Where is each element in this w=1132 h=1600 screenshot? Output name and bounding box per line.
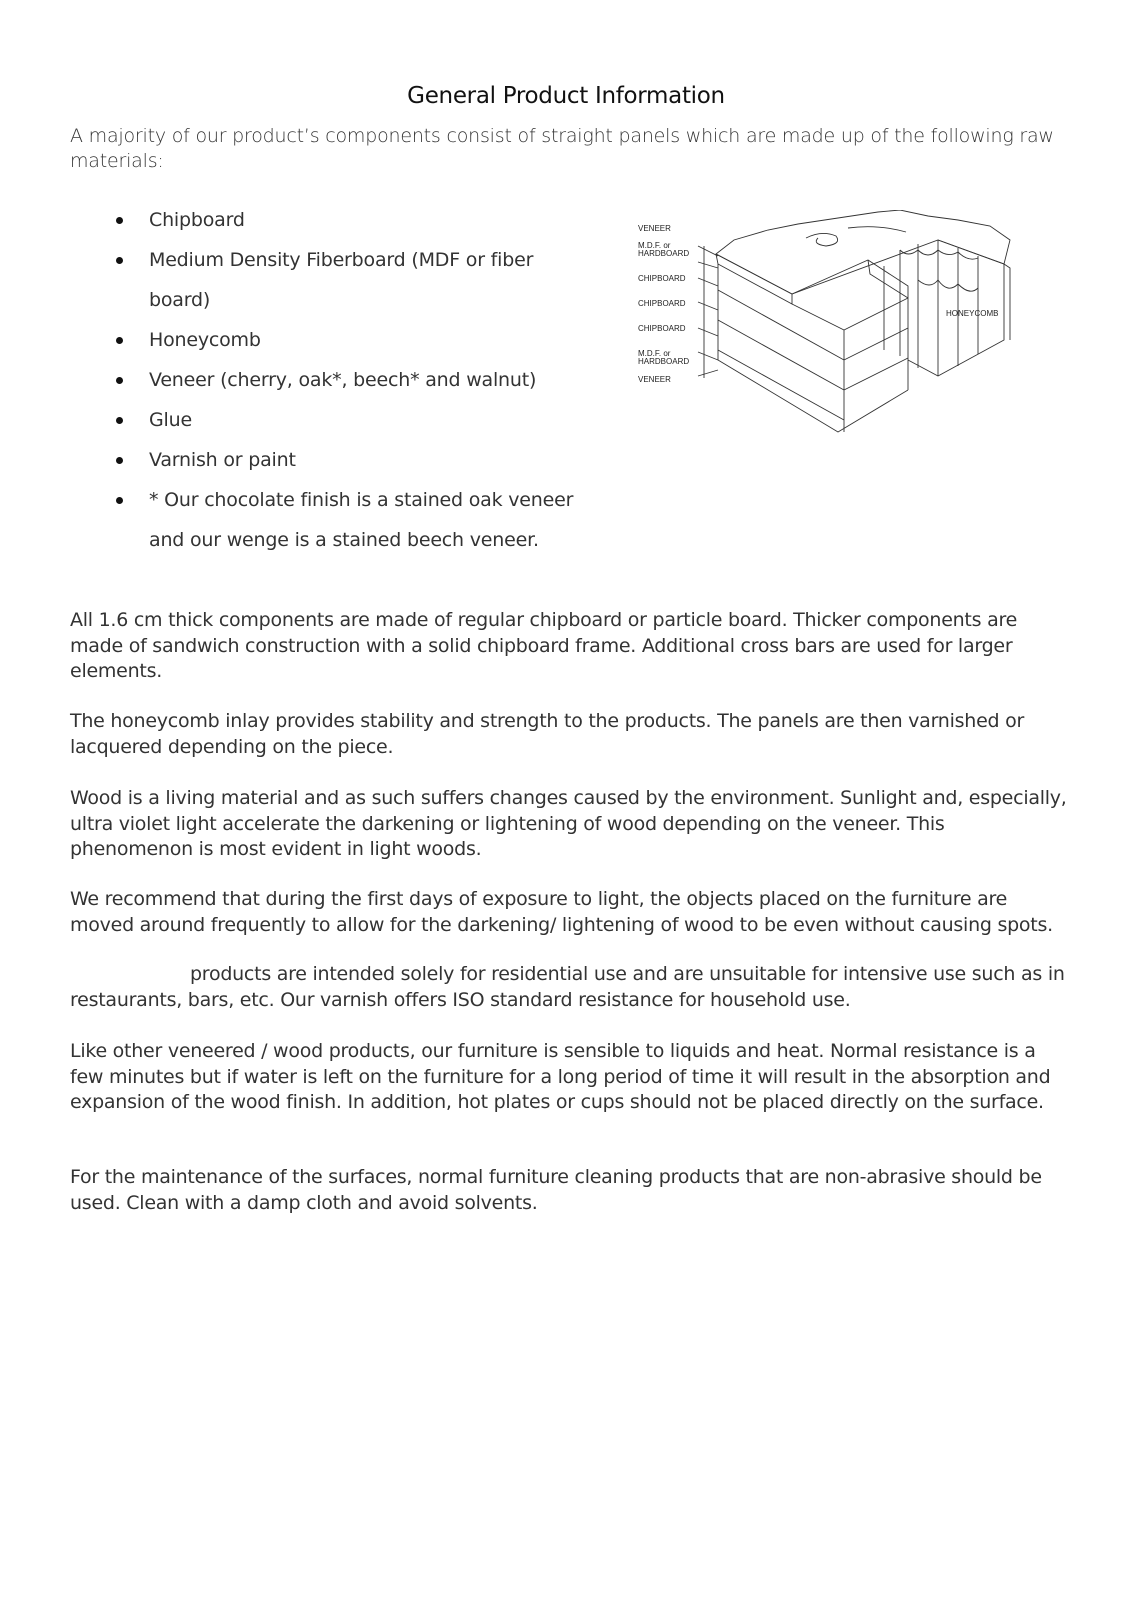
paragraph-wood-living: Wood is a living material and as such suffers changes caused by the environment. Sunlight and, especially, ultra violet light accelerate the darkening or lightening of wood depending on the veneer. This phenomenon is most evident in light woods. <box>70 787 1067 860</box>
materials-list <box>116 200 596 560</box>
bullet-icon <box>116 337 123 344</box>
paragraph-honeycomb: The honeycomb inlay provides stability and strength to the products. The panels are then varnished or lacquered depending on the piece. <box>70 710 1025 758</box>
label-mdf-bottom-2: HARDBOARD <box>638 357 690 366</box>
label-veneer-top: VENEER <box>638 224 671 233</box>
paragraph-maintenance: For the maintenance of the surfaces, normal furniture cleaning products that are non-abrasive should be used. Clean with a damp cloth and avoid solvents. <box>70 1166 1042 1214</box>
panel-drawing <box>698 210 1010 432</box>
label-mdf-top-1: M.D.F. or <box>638 241 671 250</box>
label-chipboard-1: CHIPBOARD <box>638 274 686 283</box>
residential-text: products are intended solely for residential use and are unsuitable for intensive use such as in restaurants, bars, etc. Our varnish offers ISO standard resistance for household use. <box>70 963 1065 1011</box>
material-label: Medium Density Fiberboard (MDF or fiber board) <box>149 249 534 311</box>
list-item <box>116 320 596 360</box>
bullet-icon <box>116 377 123 384</box>
material-label: Glue <box>149 409 192 431</box>
label-veneer-bottom: VENEER <box>638 375 671 384</box>
material-label: Honeycomb <box>149 329 261 351</box>
list-item <box>116 440 596 480</box>
material-label: * Our chocolate finish is a stained oak veneer and our wenge is a stained beech veneer. <box>149 489 574 551</box>
material-label: Veneer (cherry, oak*, beech* and walnut) <box>149 369 537 391</box>
list-item <box>116 480 596 560</box>
label-chipboard-2: CHIPBOARD <box>638 299 686 308</box>
paragraph-exposure: We recommend that during the first days of exposure to light, the objects placed on the furniture are moved around frequently to allow for the darkening/ lightening of wood to be even without causing spots. <box>70 888 1053 936</box>
list-item <box>116 400 596 440</box>
label-mdf-top-2: HARDBOARD <box>638 249 690 258</box>
list-item <box>116 200 596 240</box>
label-mdf-bottom-1: M.D.F. or <box>638 349 671 358</box>
list-item <box>116 360 596 400</box>
paragraph-residential <box>70 962 1070 1013</box>
list-item <box>116 240 596 320</box>
bullet-icon <box>116 457 123 464</box>
bullet-icon <box>116 417 123 424</box>
label-chipboard-3: CHIPBOARD <box>638 324 686 333</box>
paragraph-liquids: Like other veneered / wood products, our furniture is sensible to liquids and heat. Normal resistance is a few minutes but if water is left on the furniture for a long period of time it will result in the absorption and expansion of the wood finish. In addition, hot plates or cups should not be placed directly on the surface. <box>70 1040 1051 1113</box>
label-honeycomb: HONEYCOMB <box>946 309 999 318</box>
material-label: Chipboard <box>149 209 245 231</box>
paragraph-thickness: All 1.6 cm thick components are made of regular chipboard or particle board. Thicker components are made of sandwich construction with a solid chipboard frame. Additional cross bars are used for larger elements. <box>70 609 1018 682</box>
bullet-icon <box>116 497 123 504</box>
bullet-icon <box>116 257 123 264</box>
intro-paragraph: A majority of our product’s components consist of straight panels which are made up of the following raw materials: <box>70 125 1054 172</box>
page-title: General Product Information <box>407 83 725 110</box>
material-label: Varnish or paint <box>149 449 296 471</box>
panel-construction-diagram <box>638 210 1048 450</box>
bullet-icon <box>116 217 123 224</box>
